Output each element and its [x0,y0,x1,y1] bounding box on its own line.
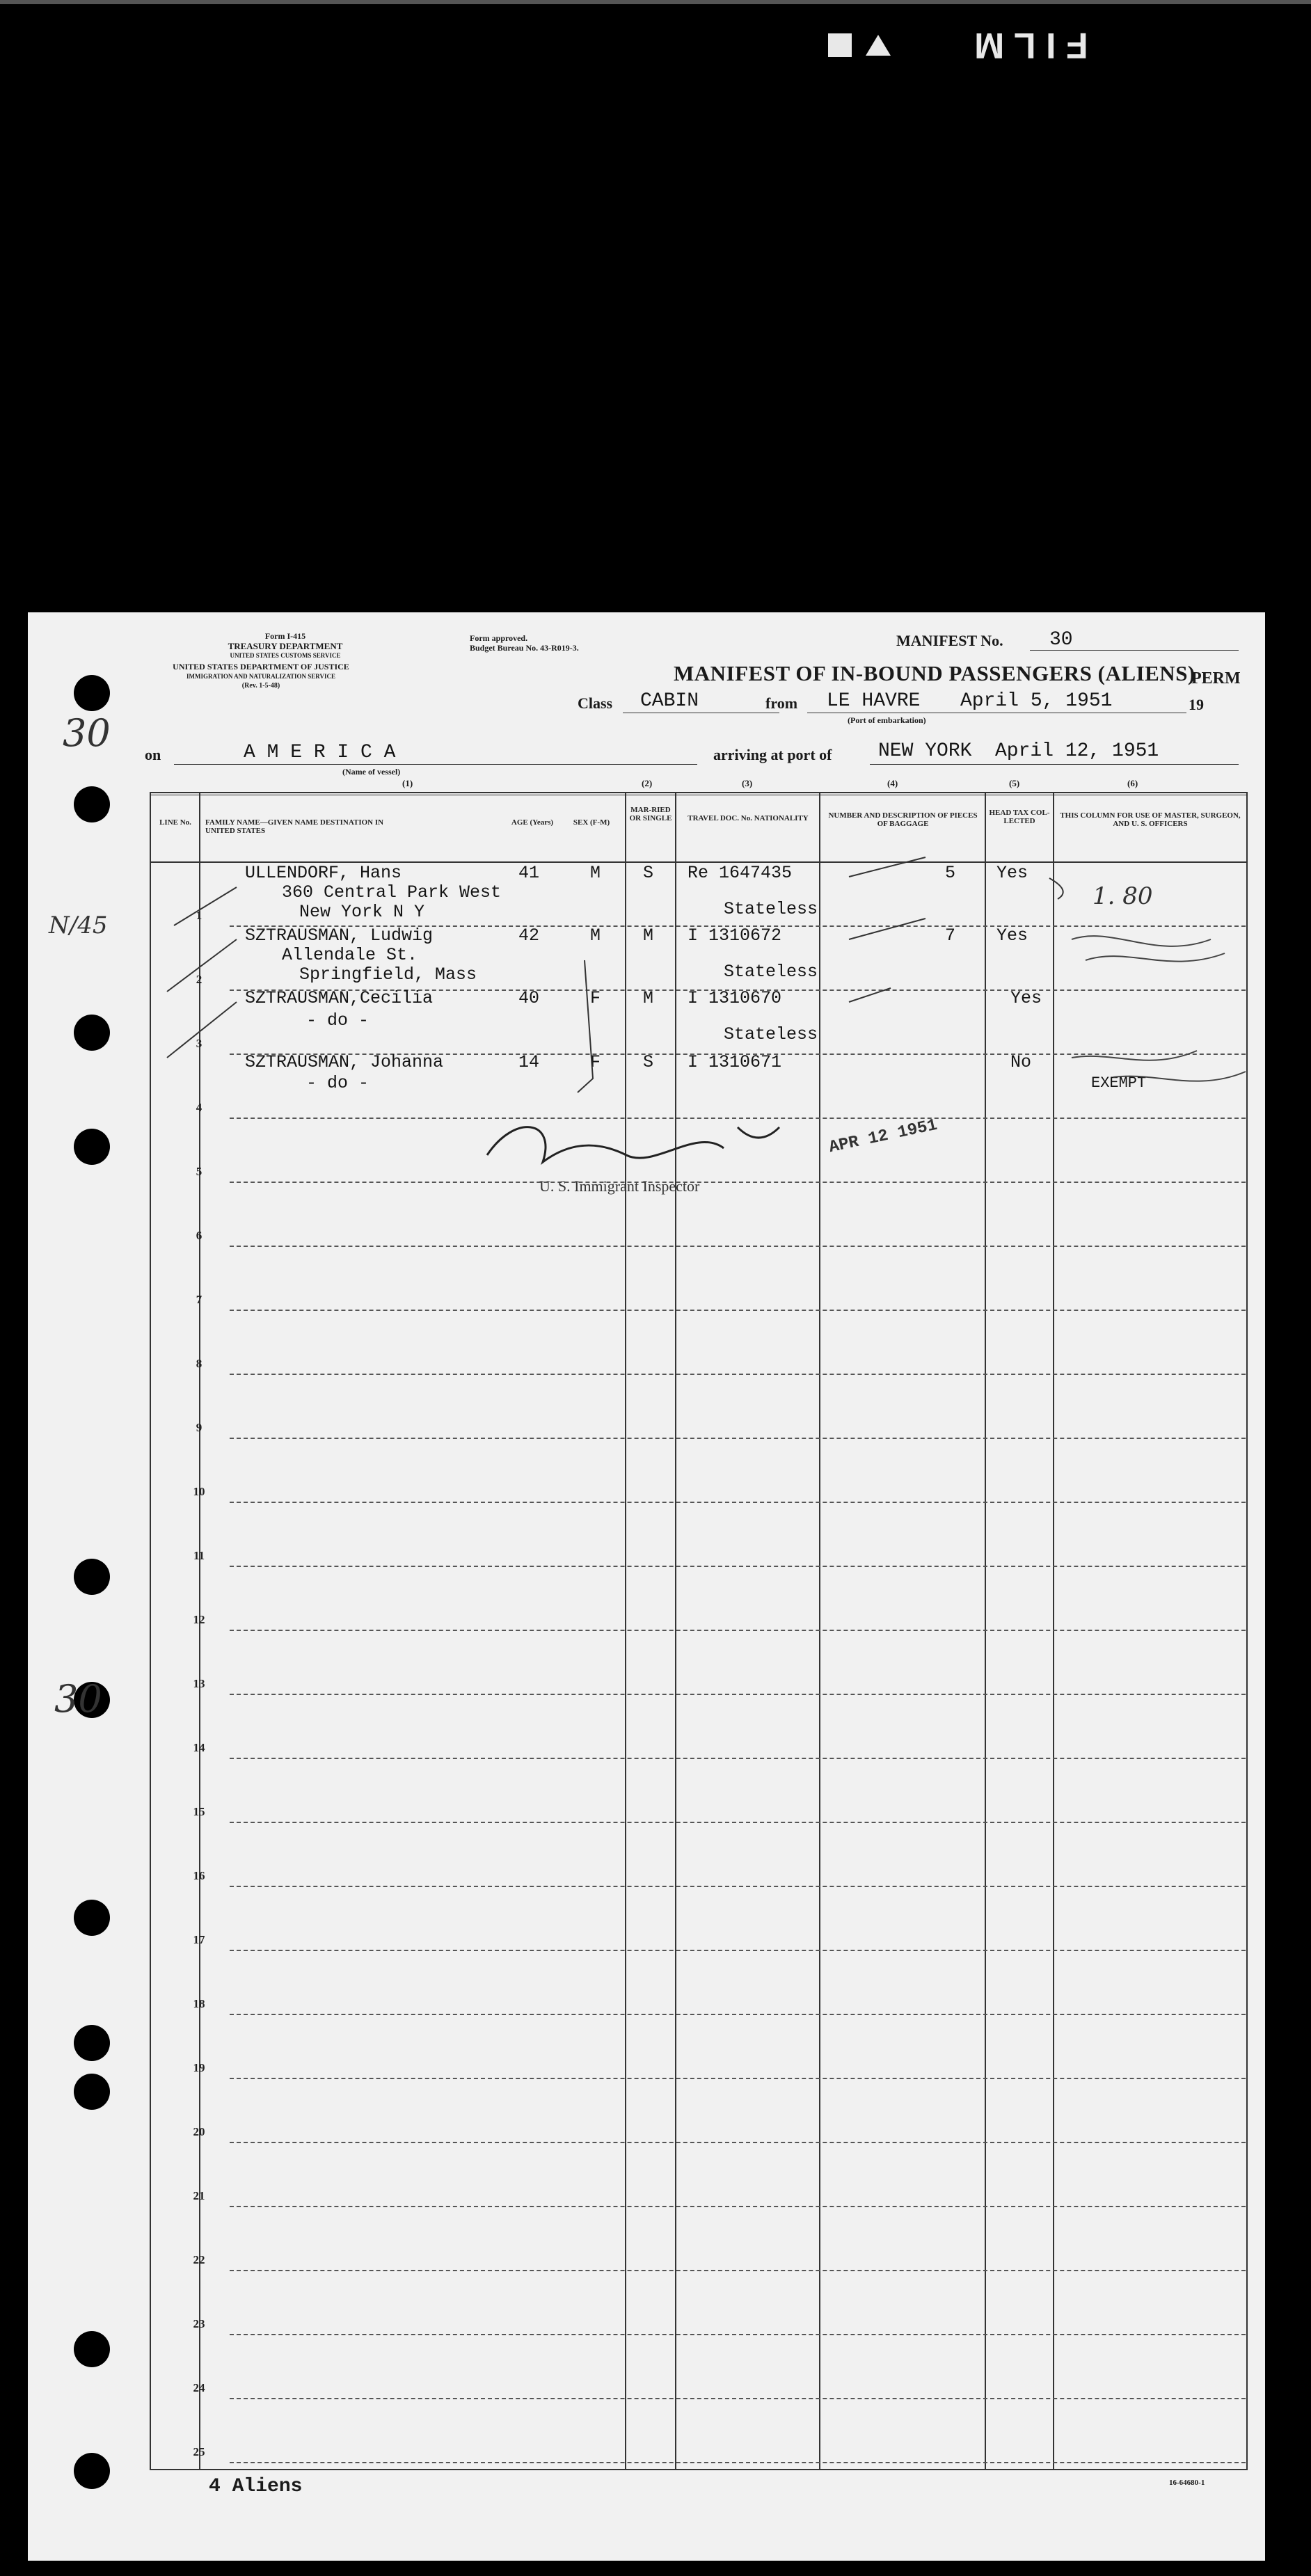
class-value: CABIN [640,690,699,712]
treasury-label: TREASURY DEPARTMENT [228,641,343,651]
embarkation-port: LE HAVRE [827,690,921,712]
passenger-1-doc: Re 1647435 [688,863,793,883]
passenger-2-baggage: 7 [945,925,956,946]
passenger-2-name: SZTRAUSMAN, Ludwig [245,925,434,946]
row-line [230,2398,1246,2399]
passenger-3-doc: I 1310670 [688,988,782,1008]
handwriting-marks [28,612,1265,1239]
table-bottom-border [150,2469,1248,2470]
passenger-4-doc: I 1310671 [688,1052,782,1072]
passenger-3-married: M [643,988,654,1008]
header-name: FAMILY NAME—GIVEN NAME DESTINATION IN UNITED STATES [205,818,384,835]
square-icon [828,33,852,57]
col-number-4: (4) [887,778,898,788]
line-number: 8 [196,1357,202,1370]
ins-label: IMMIGRATION AND NATURALIZATION SERVICE [186,673,335,680]
margin-note-lower: 30 [54,1677,102,1721]
passenger-4-married: S [643,1052,654,1072]
passenger-2-tax: Yes [996,925,1028,946]
row-line [230,2014,1246,2015]
row-line [230,2462,1246,2463]
line-number: 21 [193,2189,205,2202]
row-line [230,1822,1246,1823]
aliens-total: 4 Aliens [209,2476,303,2497]
header-baggage: NUMBER AND DESCRIPTION OF PIECES OF BAGGAGE [828,811,978,828]
row-line [230,2334,1246,2335]
line-number: 11 [193,1549,205,1562]
line-number: 3 [196,1037,202,1050]
passenger-1-tax: Yes [996,863,1028,883]
passenger-4-sex: F [590,1052,601,1072]
passenger-3-destination: - do - [306,1010,370,1031]
row-line [230,2078,1246,2079]
line-number: 7 [196,1293,202,1306]
passenger-1-sex: M [590,863,601,883]
passenger-4-name: SZTRAUSMAN, Johanna [245,1052,444,1072]
embarkation-note: (Port of embarkation) [848,715,926,725]
header-line-no: LINE No. [159,818,191,827]
passenger-3-tax: Yes [1010,988,1042,1008]
col-number-6: (6) [1127,778,1138,788]
passenger-4-destination: - do - [306,1073,370,1093]
passenger-3-age: 40 [518,988,540,1008]
line-number: 23 [193,2317,205,2330]
row-line [230,1438,1246,1439]
passenger-1-age: 41 [518,863,540,883]
col-number-2: (2) [642,778,653,788]
line-number: 2 [196,973,202,986]
line-number: 18 [193,1997,205,2010]
passenger-3-name: SZTRAUSMAN,Cecilia [245,988,434,1008]
punch-hole-icon [74,2074,110,2110]
line-number: 13 [193,1677,205,1690]
header-travel-doc: TRAVEL DOC. No. NATIONALITY [688,814,809,822]
header-officers: THIS COLUMN FOR USE OF MASTER, SURGEON, AND U. S. OFFICERS [1060,811,1241,828]
customs-label: UNITED STATES CUSTOMS SERVICE [230,652,341,659]
line-number: 1 [196,909,202,922]
arriving-label: arriving at port of [713,746,832,763]
margin-note-top: 30 [63,711,111,755]
row-line [230,1630,1246,1631]
row-line [230,2142,1246,2143]
manifest-title: MANIFEST OF IN-BOUND PASSENGERS (ALIENS) [674,661,1195,685]
line-number: 15 [193,1805,205,1818]
revision-label: (Rev. 1-5-48) [241,682,280,690]
margin-note-mid: N/45 [49,912,108,939]
row-line [230,1950,1246,1951]
manifest-page [28,612,1265,2561]
date-stamp: APR 12 1951 [827,1115,939,1158]
line-number: 17 [193,1933,205,1946]
row-line [230,1502,1246,1503]
line-number: 25 [193,2445,205,2458]
passenger-3-sex: F [590,988,601,1008]
punch-hole-icon [74,2025,110,2061]
passenger-1-city: New York N Y [299,902,425,922]
passenger-1-name: ULLENDORF, Hans [245,863,402,883]
film-top-edge [0,0,1311,4]
manifest-number: 30 [1049,629,1073,651]
punch-hole-icon [74,2331,110,2367]
passenger-2-married: M [643,925,654,946]
justice-label: UNITED STATES DEPARTMENT OF JUSTICE [173,662,349,671]
passenger-1-officer-note: 1. 80 [1092,882,1153,910]
class-label: Class [578,694,613,712]
row-line [230,1374,1246,1375]
passenger-1-address: 360 Central Park West [282,882,502,903]
row-line [230,2270,1246,2271]
passenger-1-baggage: 5 [945,863,956,883]
film-letters: F I L M [974,25,1088,65]
punch-hole-icon [74,2453,110,2489]
header-married: MAR-RIED OR SINGLE [629,806,672,822]
line-number: 20 [193,2125,205,2138]
line-number: 12 [193,1613,205,1626]
row-line [230,1310,1246,1311]
line-number: 14 [193,1741,205,1754]
header-age: AGE (Years) [511,818,554,827]
row-line [230,1566,1246,1567]
line-number: 22 [193,2253,205,2266]
vessel-note: (Name of vessel) [342,767,401,777]
header-head-tax: HEAD TAX COL-LECTED [989,809,1050,825]
passenger-2-nationality: Stateless [724,962,818,982]
form-code: 16-64680-1 [1169,2479,1205,2487]
header-sex: SEX (F-M) [573,818,610,827]
row-line [230,2206,1246,2207]
budget-bureau: Budget Bureau No. 43-R019-3. [470,643,579,653]
line-number: 9 [196,1421,202,1434]
col-number-5: (5) [1009,778,1020,788]
line-number: 6 [196,1229,202,1242]
passenger-4-exempt: EXEMPT [1091,1074,1147,1092]
line-number: 16 [193,1869,205,1882]
embarkation-date: April 5, 1951 [960,690,1113,712]
line-number: 5 [196,1165,202,1178]
form-approved: Form approved. [470,633,528,643]
passenger-1-married: S [643,863,654,883]
passenger-1-nationality: Stateless [724,899,818,919]
passenger-4-tax: No [1010,1052,1032,1072]
form-number: Form I-415 [264,631,306,641]
arrival-port: NEW YORK [878,740,972,762]
passenger-3-nationality: Stateless [724,1024,818,1044]
passenger-2-sex: M [590,925,601,946]
punch-hole-icon [74,1900,110,1936]
passenger-4-age: 14 [518,1052,540,1072]
row-line [230,1246,1246,1247]
year-prefix: 19 [1189,696,1204,713]
row-line [230,1694,1246,1695]
line-number: 4 [196,1101,202,1114]
line-number: 24 [193,2381,205,2394]
perm-mark: PERM [1191,669,1241,687]
row-line [230,1758,1246,1759]
col-number-3: (3) [742,778,753,788]
line-number: 10 [193,1485,205,1498]
passenger-2-address: Allendale St. [282,945,418,965]
from-label: from [765,694,798,712]
passenger-2-doc: I 1310672 [688,925,782,946]
triangle-icon [866,35,891,56]
manifest-number-label: MANIFEST No. [896,632,1003,649]
film-glyphs [828,33,891,57]
punch-hole-icon [74,1559,110,1595]
row-line [230,1886,1246,1887]
col-number-1: (1) [402,778,413,788]
vessel-name: A M E R I C A [244,742,396,763]
on-label: on [145,746,161,763]
line-number: 19 [193,2061,205,2074]
inspector-label: U. S. Immigrant Inspector [539,1177,700,1195]
passenger-2-age: 42 [518,925,540,946]
arrival-date: April 12, 1951 [995,740,1159,762]
film-mark [828,21,1301,70]
passenger-2-city: Springfield, Mass [299,964,477,985]
